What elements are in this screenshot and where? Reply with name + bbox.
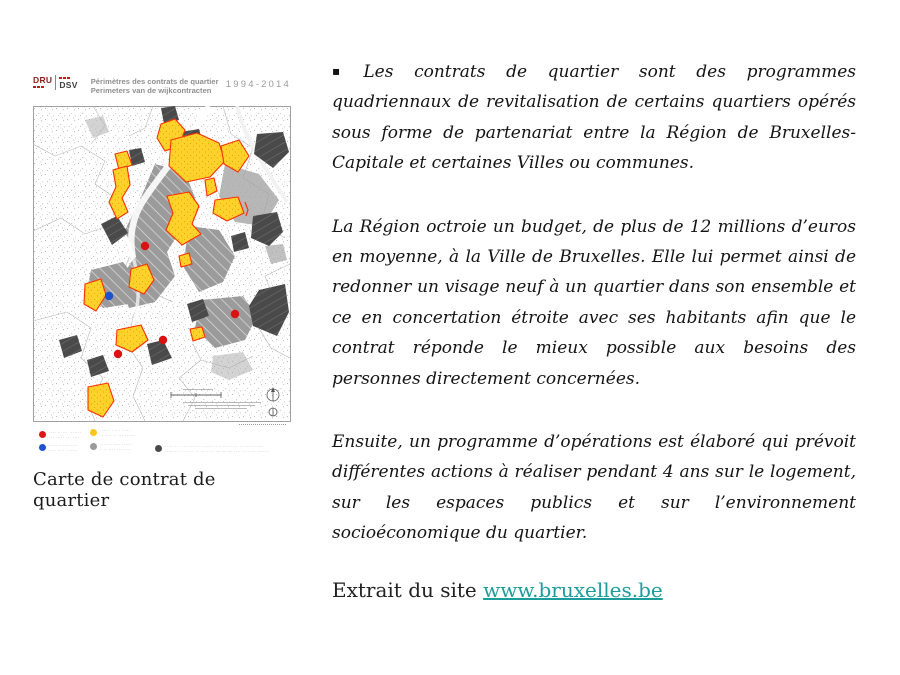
paragraph-2: La Région octroie un budget, de plus de 12 millions d’euros en moyenne, à la Ville de Bruxelles. Elle lui permet ainsi de redonner un visage neuf à un quartier dans son ensemble et ce en concertation étroite avec ses habitants afin que le contrat réponde le mieux possible aux besoins des personnes directement concernées. <box>332 216 856 389</box>
map-title-nl: Perimeters van de wijkcontracten <box>90 85 212 95</box>
bruxelles-link[interactable]: www.bruxelles.be <box>483 577 663 602</box>
map-caption: Carte de contrat de quartier <box>33 469 216 511</box>
logo-divider <box>55 75 56 90</box>
source-prefix: Extrait du site <box>332 577 484 602</box>
gray-dot-icon <box>90 443 97 450</box>
map-years: 1994-2014 <box>225 79 291 90</box>
map-marker-blue <box>105 292 113 300</box>
map-marker-red <box>159 336 167 344</box>
map-panel <box>33 75 291 511</box>
legend-item-red: ···· ······ ······· ··· ····· ··· ···· <box>39 431 81 441</box>
red-dot-icon <box>39 431 46 438</box>
map-legend <box>33 427 291 457</box>
paragraph-1: ▪ Les contrats de quartier sont des programmes quadriennaux de revitalisation de certains quartiers opérés sous forme de partenariat entre la Région de Bruxelles-Capitale et certaines Villes ou communes. <box>332 62 856 174</box>
legend-item-yellow: ······ · ··· ····· ·· ···· ·· ··· ······ <box>90 429 136 439</box>
map-marker-red <box>231 310 239 318</box>
paragraph-3: Ensuite, un programme d’opérations est élaboré qui prévoit différentes actions à réaliser pendant 4 ans sur le logement, sur les espaces publics et sur l’environnement socioéconomique du quartier. <box>332 432 856 544</box>
article-text <box>332 56 856 605</box>
dru-dsv-logo <box>33 75 78 90</box>
map-title-fr: Périmètres des contrats de quartier <box>90 77 219 86</box>
logo-dots-icon <box>33 85 52 90</box>
map-title <box>91 75 219 95</box>
map-header <box>33 75 291 101</box>
source-line <box>332 575 856 605</box>
map-marker-red <box>141 242 149 250</box>
legend-item-gray: ······· ···· ······ ···· ···· ········· <box>90 443 132 453</box>
bullet-icon: ▪ <box>332 64 356 78</box>
map-marker-red <box>114 350 122 358</box>
yellow-dot-icon <box>90 429 97 436</box>
blue-dot-icon <box>39 444 46 451</box>
brussels-map <box>33 106 291 427</box>
legend-item-dark-gray: ····· ·· ···· ········ ····· ·· ··········· ·· ··········· ····· ··· ······· ·· ··· ···· ··· ·· ··· ···· ···· ··· ······· <box>155 445 270 455</box>
logo-dru-text: DRU <box>33 74 53 85</box>
legend-item-blue: ····· ······ ···· ···· ···· · ····· <box>39 444 78 454</box>
dark-gray-dot-icon <box>155 445 162 452</box>
logo-dsv-text: DSV <box>59 80 78 91</box>
